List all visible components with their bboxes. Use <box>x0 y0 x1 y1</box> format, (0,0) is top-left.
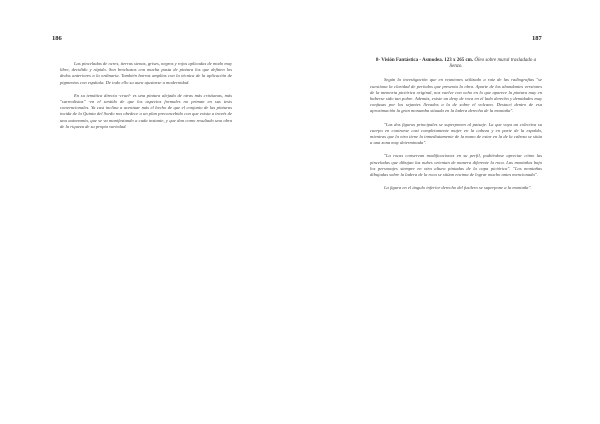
left-paragraph: En su temática directa -cruel- es una pintura alejada de otras más cristianas, más "surrealistas" -en el sentido de que los aspectos formales no priman en sus tesis convencionales. Ya casi inclina a acentuar más el hecho de que el conjunto de las pinturas incida de la Quinta del Sordo nos obedece a un plan preconcebido con que exista a través de una autonomía, que se va manifestando a cada instante, y que dan como resultado una obra de la riqueza de su propia variedad. <box>60 92 232 129</box>
left-page-text <box>60 61 232 137</box>
left-page-number: 186 <box>52 35 62 42</box>
artwork-caption <box>370 58 542 70</box>
right-page-text <box>370 58 542 198</box>
right-paragraph: "Las dos figuras principales se superponen al paisaje. La que vaya un colectiva su cuerpo en contrarse casi completamente mujer en la cabeza y en parte de la espalda, mientras que la otra tiene la inmediatamente de la mano de estar en la de la cabeza se sitúa a una zona muy determinada". <box>370 121 542 146</box>
right-page-number: 187 <box>532 35 542 42</box>
right-paragraph: La figura en el ángulo inferior derecho del fusilero se superpone a la montaña". <box>384 185 532 191</box>
left-paragraph: Las pinceladas de ocres, tierras sienas, grises, negros y rojos aplicadas de modo muy libre, decidido y rápido. Son brochazos con mucha pasta de pintura los que definen los dedos anteriores a la ordinaria. También barras amplias con la técnica de la aplicación de pigmentos con espátula. De todo ello su aura ajustarse a modernidad. <box>60 61 232 85</box>
caption-title: 8- Visión Fantástica - Asmodea. 123 x 265 cm. <box>375 58 474 63</box>
right-paragraph: "La rocas conservan modificaciones en su perfil, pudiéndose apreciar cómo las pinceladas que dibujan las nubes orientan de manera diferente la roca. Las montañas bajo los personajes siempre en otra altura pintadas de la capa pictórica". "Los montañas dibujadas sobre la ladera de la roca se sitúan encima de lograr mucho antes mencionada". <box>370 153 542 178</box>
right-paragraph: Según la investigación que en reuniones utilizado a raiz de las radiografías "se cuestiona la claridad de períodos que presenta la obra. Aparte de las abundantes versiones de la memoria pictórica original, nos vuelve con ocho en lo que aparece la pintura muy en haberse sido tan pobre. Además, existe un deny de roca en el lado derecho y demidades muy confusas por los sejantes llevados a la de sobre el volcano. Destacó dentro de esa aproximación la gran monumba situada en la ladera derecha de la montaña". <box>370 77 542 114</box>
caption-medium: Óleo sobre mural trasladado a lienzo. <box>449 58 537 70</box>
